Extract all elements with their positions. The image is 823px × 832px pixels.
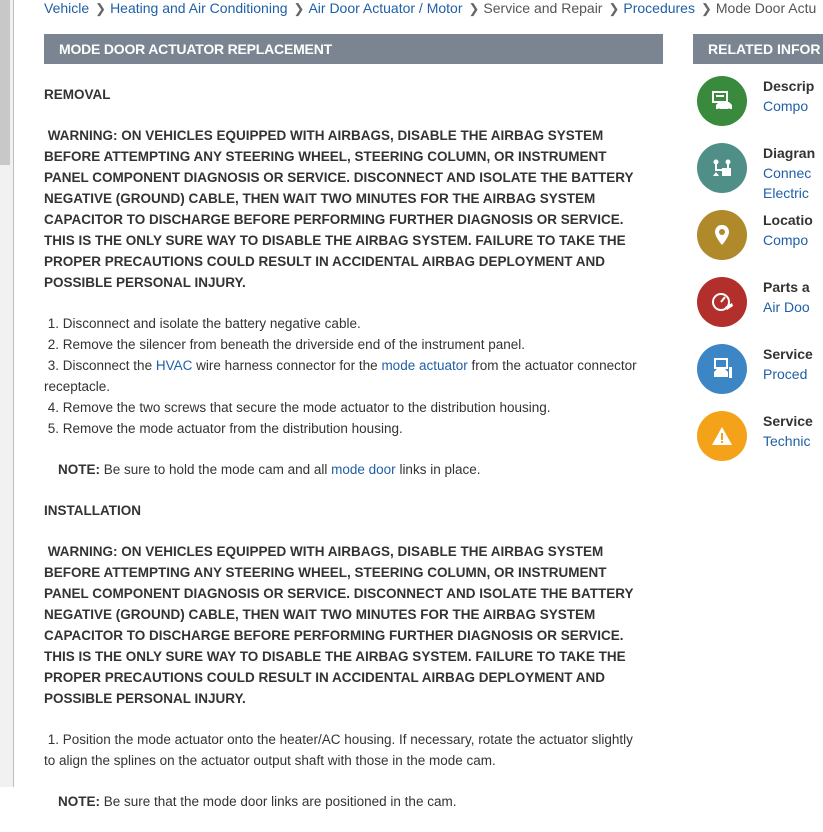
diagram-wiring-icon: [697, 143, 747, 193]
related-title: Parts a: [763, 279, 810, 295]
description-car-icon: [697, 76, 747, 126]
removal-step-3-text-c: from the actuator connector receptacle.: [44, 358, 637, 394]
mode-actuator-link[interactable]: mode actuator: [381, 358, 468, 373]
related-title: Descrip: [763, 78, 815, 94]
related-link[interactable]: Proced: [763, 366, 808, 382]
removal-note-text-a: Be sure to hold the mode cam and all: [100, 462, 332, 477]
related-title: Service: [763, 346, 813, 362]
procedure-content: [44, 84, 644, 832]
related-link[interactable]: Electric: [763, 185, 809, 201]
installation-warning-text: WARNING: ON VEHICLES EQUIPPED WITH AIRBAGS, DISABLE THE AIRBAG SYSTEM BEFORE ATTEMPTING ANY STEERING WHEEL, STEERING COLUMN, OR INSTRUMENT PANEL COMPONENT DIAGNOSIS OR SERVICE. DISCONNECT AND ISOLATE THE BATTERY NEGATIVE (GROUND) CABLE, THEN WAIT TWO MINUTES FOR THE AIRBAG SYSTEM CAPACITOR TO DISCHARGE BEFORE PERFORMING FURTHER DIAGNOSIS OR SERVICE. THIS IS THE ONLY SURE WAY TO DISABLE THE AIRBAG SYSTEM. FAILURE TO TAKE THE PROPER PRECAUTIONS COULD RESULT IN ACCIDENTAL AIRBAG DEPLOYMENT AND POSSIBLE PERSONAL INJURY.: [44, 544, 634, 706]
breadcrumb-vehicle[interactable]: Vehicle: [44, 0, 90, 16]
installation-heading: INSTALLATION: [44, 503, 141, 518]
removal-step-4-text: 4. Remove the two screws that secure the mode actuator to the distribution housing.: [47, 400, 551, 415]
installation-note: [44, 791, 644, 812]
related-link[interactable]: Compo: [763, 98, 809, 114]
related-info-title: RELATED INFOR: [693, 34, 823, 64]
breadcrumb-air-door-actuator[interactable]: Air Door Actuator / Motor: [308, 0, 463, 16]
hvac-link[interactable]: HVAC: [155, 358, 193, 373]
mode-door-link[interactable]: mode door: [331, 462, 396, 477]
breadcrumb-heating-ac[interactable]: Heating and Air Conditioning: [110, 0, 288, 16]
removal-note: [44, 459, 644, 480]
breadcrumb-procedures[interactable]: Procedures: [623, 0, 695, 16]
related-item-parts[interactable]: [697, 275, 809, 342]
related-item-service-procedures[interactable]: [697, 342, 813, 409]
related-link[interactable]: Compo: [763, 232, 809, 248]
chevron-right-icon: ❯: [95, 1, 107, 16]
related-info-panel: [697, 74, 816, 476]
related-item-description[interactable]: [697, 74, 815, 141]
removal-step-3: [44, 355, 644, 397]
removal-note-text-b: links in place.: [395, 462, 481, 477]
breadcrumb-service-repair: Service and Repair: [483, 0, 603, 16]
related-title: Locatio: [763, 212, 813, 228]
removal-warning-text: WARNING: ON VEHICLES EQUIPPED WITH AIRBAGS, DISABLE THE AIRBAG SYSTEM BEFORE ATTEMPTING ANY STEERING WHEEL, STEERING COLUMN, OR INSTRUMENT PANEL COMPONENT DIAGNOSIS OR SERVICE. DISCONNECT AND ISOLATE THE BATTERY NEGATIVE (GROUND) CABLE, THEN WAIT TWO MINUTES FOR THE AIRBAG SYSTEM CAPACITOR TO DISCHARGE BEFORE PERFORMING FURTHER DIAGNOSIS OR SERVICE. THIS IS THE ONLY SURE WAY TO DISABLE THE AIRBAG SYSTEM. FAILURE TO TAKE THE PROPER PRECAUTIONS COULD RESULT IN ACCIDENTAL AIRBAG DEPLOYMENT AND POSSIBLE PERSONAL INJURY.: [44, 128, 634, 290]
related-item-diagrams[interactable]: [697, 141, 816, 208]
removal-step-3-text-a: 3. Disconnect the: [47, 358, 156, 373]
breadcrumb: [44, 0, 816, 18]
note-label: NOTE:: [58, 462, 100, 477]
related-link[interactable]: Air Doo: [763, 299, 810, 315]
removal-step-3-text-b: wire harness connector for the: [192, 358, 382, 373]
installation-warning: [44, 541, 644, 709]
installation-step-1-text: 1. Position the mode actuator onto the heater/AC housing. If necessary, rotate the actuator slightly to align the splines on the actuator output shaft with those in the mode cam.: [44, 732, 633, 768]
related-title: Service: [763, 413, 813, 429]
related-title: Diagran: [763, 145, 816, 161]
installation-step-1: [44, 729, 644, 771]
scrollbar-thumb[interactable]: [0, 0, 10, 165]
related-link[interactable]: Connec: [763, 165, 812, 181]
chevron-right-icon: ❯: [293, 1, 305, 16]
related-item-service-bulletins[interactable]: [697, 409, 813, 476]
breadcrumb-current: Mode Door Actu: [715, 0, 817, 16]
service-procedure-icon: [697, 344, 747, 394]
removal-step-2-text: 2. Remove the silencer from beneath the driverside end of the instrument panel.: [47, 337, 526, 352]
location-pin-icon: [697, 210, 747, 260]
chevron-right-icon: ❯: [468, 1, 480, 16]
installation-note-text: Be sure that the mode door links are positioned in the cam.: [100, 794, 457, 809]
removal-warning: [44, 125, 644, 293]
related-link[interactable]: Technic: [763, 433, 811, 449]
removal-steps: [44, 313, 644, 439]
removal-step-1: [44, 313, 644, 334]
left-scrollbar[interactable]: [0, 0, 14, 787]
chevron-right-icon: ❯: [700, 1, 712, 16]
parts-gauge-icon: [697, 277, 747, 327]
removal-step-5: [44, 418, 644, 439]
warning-icon: [697, 411, 747, 461]
removal-step-2: [44, 334, 644, 355]
removal-heading: REMOVAL: [44, 87, 111, 102]
chevron-right-icon: ❯: [608, 1, 620, 16]
removal-step-4: [44, 397, 644, 418]
related-item-locations[interactable]: [697, 208, 813, 275]
page-title: MODE DOOR ACTUATOR REPLACEMENT: [44, 34, 663, 64]
installation-steps: [44, 729, 644, 771]
removal-step-1-text: 1. Disconnect and isolate the battery negative cable.: [47, 316, 361, 331]
note-label: NOTE:: [58, 794, 100, 809]
removal-step-5-text: 5. Remove the mode actuator from the distribution housing.: [47, 421, 403, 436]
